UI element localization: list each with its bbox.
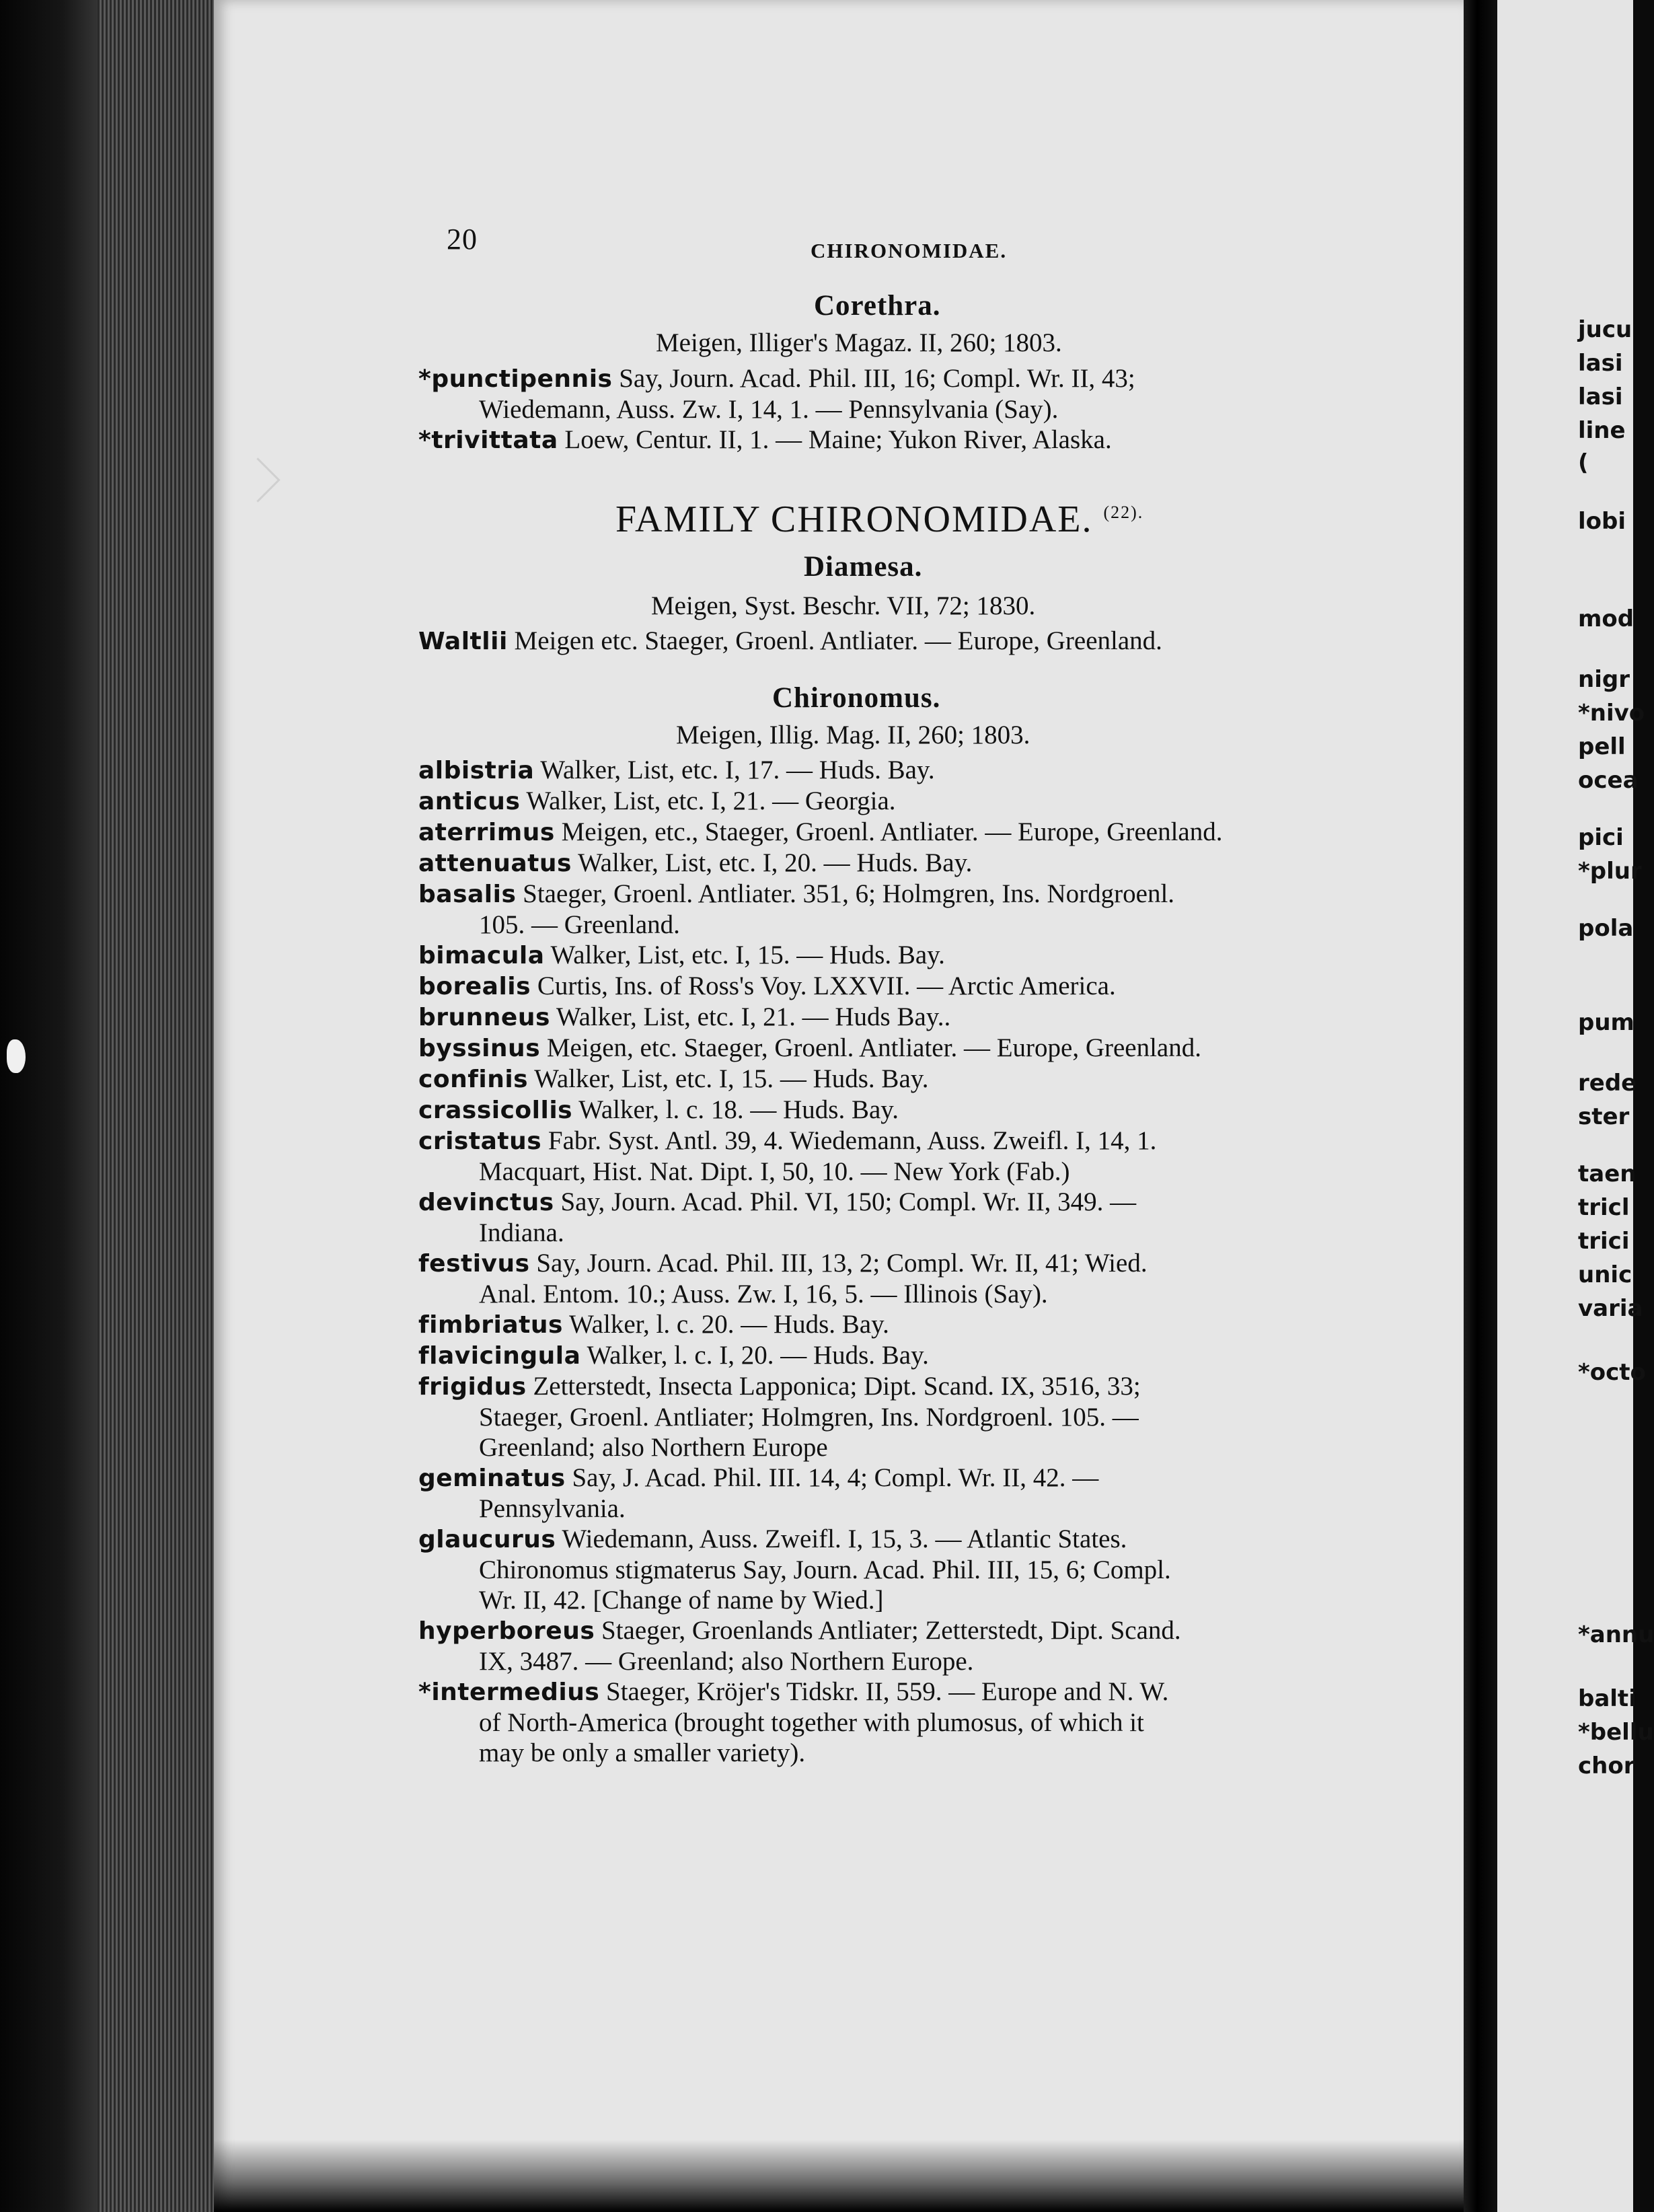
native-star-marker: * — [418, 427, 432, 454]
family-note-ref: (22). — [1103, 503, 1144, 522]
species-citation: Say, Journ. Acad. Phil. III, 16; Compl. Wr. II, 43; — [612, 364, 1135, 393]
species-citation: Walker, List, etc. I, 15. — Huds. Bay. — [544, 941, 945, 969]
genus-authority-diamesa: Meigen, Syst. Beschr. VII, 72; 1830. — [651, 591, 1036, 620]
genus-heading-diamesa: Diamesa. — [804, 551, 923, 583]
facing-page-fragment: lobi — [1578, 508, 1626, 535]
species-name: Waltlii — [418, 628, 508, 655]
facing-page-fragment: lasi — [1578, 350, 1623, 377]
species-name: borealis — [418, 973, 531, 1000]
species-entry — [418, 879, 1325, 910]
facing-page-fragment: *octo — [1578, 1359, 1646, 1386]
facing-page-fragment: chor — [1578, 1753, 1635, 1779]
facing-page-fragment: line — [1578, 417, 1626, 444]
family-heading — [615, 498, 1143, 541]
species-entry — [418, 755, 1325, 786]
species-name: anticus — [418, 788, 521, 815]
facing-page-fragment: *nivo — [1578, 700, 1645, 727]
species-citation-continued: 105. — Greenland. — [479, 910, 680, 939]
species-citation: Meigen etc. Staeger, Groenl. Antliater. — Europe, Greenland. — [507, 626, 1162, 655]
species-list-chironomus — [418, 755, 1325, 1768]
facing-page-fragment: lasi — [1578, 383, 1623, 410]
species-name: punctipennis — [431, 365, 613, 393]
facing-page-fragment: tricl — [1578, 1194, 1630, 1221]
species-citation: Say, Journ. Acad. Phil. VI, 150; Compl. Wr. II, 349. — — [554, 1187, 1137, 1216]
facing-page-fragment: pum — [1578, 1009, 1634, 1036]
species-name: aterrimus — [418, 819, 555, 846]
species-entry — [418, 786, 1325, 817]
running-head: CHIRONOMIDAE. — [811, 239, 1008, 262]
facing-page-fragment: *annu — [1578, 1621, 1654, 1648]
genus-heading-corethra: Corethra. — [814, 290, 941, 322]
species-entry — [418, 1615, 1325, 1646]
species-citation: Walker, List, etc. I, 15. — Huds. Bay. — [528, 1064, 929, 1093]
genus-heading-chironomus: Chironomus. — [772, 682, 941, 714]
species-citation-continued: Wiedemann, Auss. Zw. I, 14, 1. — Pennsylvania (Say). — [479, 395, 1059, 424]
species-name: brunneus — [418, 1004, 550, 1031]
species-name: crassicollis — [418, 1097, 573, 1124]
species-name: trivittata — [431, 427, 558, 454]
species-citation: Say, Journ. Acad. Phil. III, 13, 2; Compl. Wr. II, 41; Wied. — [529, 1249, 1148, 1278]
species-entry — [418, 1126, 1325, 1156]
species-citation: Walker, List, etc. I, 21. — Georgia. — [520, 786, 896, 815]
facing-page-fragment: ( — [1578, 449, 1589, 476]
species-list-diamesa — [418, 626, 1325, 657]
family-title: FAMILY CHIRONOMIDAE. — [615, 499, 1093, 540]
species-citation: Walker, List, etc. I, 21. — Huds Bay.. — [550, 1002, 951, 1031]
species-entry — [418, 1248, 1325, 1279]
species-entry — [418, 425, 1325, 455]
species-citation-continued: Anal. Entom. 10.; Auss. Zw. I, 16, 5. — Illinois (Say). — [479, 1280, 1048, 1308]
species-citation-continued: Indiana. — [479, 1218, 564, 1247]
page-number: 20 — [447, 223, 478, 256]
species-name: flavicingula — [418, 1342, 581, 1370]
facing-page-fragment: varia — [1578, 1295, 1643, 1322]
facing-page-fragment: trici — [1578, 1228, 1630, 1255]
facing-page-fragment: mod — [1578, 605, 1634, 632]
species-name: albistria — [418, 757, 535, 784]
species-citation: Say, J. Acad. Phil. III. 14, 4; Compl. Wr. II, 42. — — [565, 1463, 1099, 1492]
species-citation: Walker, List, etc. I, 20. — Huds. Bay. — [571, 848, 973, 877]
species-citation: Curtis, Ins. of Ross's Voy. LXXVII. — Arctic America. — [531, 971, 1116, 1000]
species-entry — [418, 971, 1325, 1002]
genus-authority-chironomus: Meigen, Illig. Mag. II, 260; 1803. — [676, 721, 1030, 749]
facing-page-fragment: taen — [1578, 1160, 1637, 1187]
page-bottom-shadow — [214, 2139, 1464, 2212]
species-name: devinctus — [418, 1189, 554, 1216]
species-citation: Walker, List, etc. I, 17. — Huds. Bay. — [534, 755, 935, 784]
facing-page-fragment: *plur — [1578, 858, 1642, 885]
facing-page-fragment: jucu — [1578, 316, 1632, 343]
facing-page-fragment: pola — [1578, 915, 1634, 942]
species-name: confinis — [418, 1066, 529, 1093]
species-citation: Meigen, etc., Staeger, Groenl. Antliater. — Europe, Greenland. — [554, 817, 1223, 846]
facing-page-fragment: pici — [1578, 824, 1624, 851]
species-citation: Walker, l. c. 18. — Huds. Bay. — [572, 1095, 899, 1124]
species-citation: Loew, Centur. II, 1. — Maine; Yukon River, Alaska. — [558, 425, 1112, 454]
species-entry — [418, 1064, 1325, 1095]
species-citation-continued: Wr. II, 42. [Change of name by Wied.] — [479, 1586, 884, 1615]
facing-page-fragment: rede — [1578, 1070, 1637, 1097]
species-citation: Walker, l. c. I, 20. — Huds. Bay. — [580, 1341, 929, 1370]
species-name: attenuatus — [418, 850, 572, 877]
species-entry — [418, 817, 1325, 848]
species-citation-continued: of North-America (brought together with plumosus, of which it — [479, 1708, 1144, 1737]
species-citation: Zetterstedt, Insecta Lapponica; Dipt. Scand. IX, 3516, 33; — [526, 1372, 1141, 1401]
species-citation: Staeger, Groenl. Antliater. 351, 6; Holmgren, Ins. Nordgroenl. — [516, 879, 1175, 908]
species-citation: Staeger, Groenlands Antliater; Zetterstedt, Dipt. Scand. — [595, 1616, 1181, 1645]
native-star-marker: * — [418, 365, 432, 393]
scan-artifact — [7, 1039, 26, 1073]
facing-page-fragment: pell — [1578, 733, 1626, 760]
species-citation: Walker, l. c. 20. — Huds. Bay. — [562, 1310, 889, 1339]
species-entry — [418, 1676, 1325, 1707]
genus-authority-corethra: Meigen, Illiger's Magaz. II, 260; 1803. — [656, 328, 1062, 357]
species-name: intermedius — [431, 1679, 600, 1706]
facing-page-fragment: balti — [1578, 1685, 1637, 1712]
species-list-corethra — [418, 363, 1325, 455]
species-entry — [418, 940, 1325, 971]
book-edge-left — [0, 0, 104, 2212]
species-name: festivus — [418, 1250, 530, 1278]
species-name: hyperboreus — [418, 1617, 595, 1645]
species-citation-continued: Macquart, Hist. Nat. Dipt. I, 50, 10. — New York (Fab.) — [479, 1157, 1070, 1186]
species-entry — [418, 1309, 1325, 1340]
species-citation-continued: Greenland; also Northern Europe — [479, 1433, 828, 1462]
species-citation-continued: may be only a smaller variety). — [479, 1738, 806, 1767]
species-citation-continued: IX, 3487. — Greenland; also Northern Europe. — [479, 1647, 974, 1676]
species-citation: Wiedemann, Auss. Zweifl. I, 15, 3. — Atlantic States. — [556, 1524, 1127, 1553]
species-entry — [418, 1524, 1325, 1555]
book-gutter — [1464, 0, 1497, 2212]
species-citation-continued: Chironomus stigmaterus Say, Journ. Acad. Phil. III, 15, 6; Compl. — [479, 1555, 1171, 1584]
species-entry — [418, 1463, 1325, 1494]
facing-page-fragment: *bellu — [1578, 1719, 1654, 1746]
species-name: frigidus — [418, 1373, 527, 1401]
species-entry — [418, 1371, 1325, 1402]
species-entry — [418, 1033, 1325, 1064]
species-entry — [418, 1002, 1325, 1033]
species-entry — [418, 626, 1325, 657]
native-star-marker: * — [418, 1679, 432, 1706]
species-citation-continued: Pennsylvania. — [479, 1494, 626, 1523]
facing-page-fragment: ocea — [1578, 767, 1639, 794]
species-name: bimacula — [418, 942, 545, 969]
species-name: fimbriatus — [418, 1311, 563, 1339]
species-entry — [418, 1187, 1325, 1218]
species-citation: Staeger, Kröjer's Tidskr. II, 559. — Europe and N. W. — [599, 1677, 1169, 1706]
facing-page-fragment: unic — [1578, 1261, 1632, 1288]
species-entry — [418, 1340, 1325, 1371]
species-citation: Meigen, etc. Staeger, Groenl. Antliater. — Europe, Greenland. — [540, 1033, 1201, 1062]
page-edges-stack — [98, 0, 219, 2212]
species-entry — [418, 363, 1325, 394]
species-entry — [418, 1095, 1325, 1126]
species-name: basalis — [418, 881, 517, 908]
species-name: glaucurus — [418, 1526, 556, 1553]
species-name: byssinus — [418, 1035, 541, 1062]
facing-page-fragment: nigr — [1578, 666, 1630, 693]
species-name: geminatus — [418, 1465, 566, 1492]
facing-page-fragment: ster — [1578, 1103, 1630, 1130]
species-citation: Fabr. Syst. Antl. 39, 4. Wiedemann, Auss. Zweifl. I, 14, 1. — [541, 1126, 1157, 1155]
species-entry — [418, 848, 1325, 879]
species-citation-continued: Staeger, Groenl. Antliater; Holmgren, Ins. Nordgroenl. 105. — — [479, 1403, 1139, 1432]
species-name: cristatus — [418, 1128, 542, 1155]
